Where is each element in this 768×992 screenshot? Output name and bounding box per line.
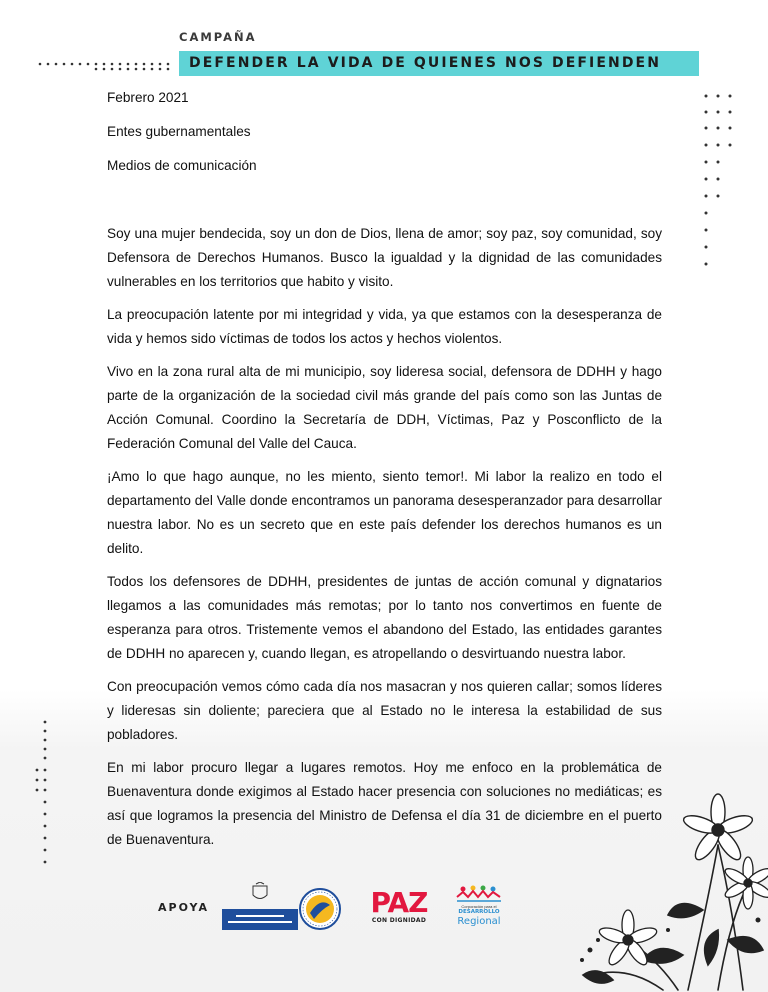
floral-illustration [568,790,768,992]
letter-recipient: Medios de comunicación [107,158,257,173]
regional-people-icon [455,885,503,903]
paz-con-dignidad-logo [364,886,434,924]
decorative-dots-vertical [33,718,53,868]
circular-emblem-logo [298,887,342,931]
paz-logo-word: PAZ [370,886,428,919]
letter-paragraph: ¡Amo lo que hago aunque, no les miento, siento temor!. Mi labor la realizo en todo el departamento del Valle donde encontramos un panorama desesperanzador para desarrollar nuestra labor. No es un secreto que en este país defender los derechos humanos es un delito. [107,469,662,556]
letter-paragraph: En mi labor procuro llegar a lugares remotos. Hoy me enfoco en la problemática de Buenaventura donde exigimos al Estado hacer presencia con soluciones no mediáticas; es así que logramos la presencia del Ministro de Defensa el día 31 de diciembre en el puerto de Buenaventura. [107,760,662,847]
letter-paragraph: Vivo en la zona rural alta de mi municipio, soy lideresa social, defensora de DDHH y hago parte de la organización de la sociedad civil más grande del país como son las Juntas de Acción Comunal. Coordino la Secretaría de DDH, Víctimas, Paz y Posconflicto de la Federación Comunal del Valle del Cauca. [107,364,662,451]
regional-logo-word: Regional [457,916,501,927]
letter-paragraph: La preocupación latente por mi integridad y vida, ya que estamos con la desesperanza de vida y hemos sido víctimas de todos los actos y hechos violentos. [107,307,662,346]
regional-logo-desarrollo: DESARROLLO [458,909,500,915]
desarrollo-regional-logo [450,885,508,927]
letter-paragraph: Todos los defensores de DDHH, presidentes de juntas de acción comunal y dignatarios llegamos a las comunidades más remotas; por lo tanto nos convertimos en fuente de esperanza para otros. Tristemente vemos el abandono del Estado, las entidades garantes de DDHH no aparecen y, cuando llegan, es atropellando o desvirtuando nuestra labor. [107,574,662,661]
letter-date: Febrero 2021 [107,90,189,105]
regional-logo-small-text: Corporación para el [461,904,497,909]
campaign-label: CAMPAÑA [179,30,257,44]
campaign-title-banner: DEFENDER LA VIDA DE QUIENES NOS DEFIENDEN [179,51,699,76]
letter-paragraph: Con preocupación vemos cómo cada día nos masacran y nos quieren callar; somos líderes y lideresas sin doliente; pareciera que al Estado no le interesa la estabilidad de sus pobladores. [107,679,662,742]
decorative-dots-horizontal [38,62,178,72]
letter-paragraph: Soy una mujer bendecida, soy un don de Dios, llena de amor; soy paz, soy comunidad, soy Defensora de Derechos Humanos. Busco la igualdad y la dignidad de las comunidades vulnerables en los territorios que habito y visito. [107,226,662,289]
decorative-dots-grid [702,90,738,270]
supporters-label: APOYA [158,901,209,914]
letter-body [107,86,662,861]
asturias-government-logo [222,882,298,932]
paz-logo-subtitle: CON DIGNIDAD [371,917,427,924]
letter-recipient: Entes gubernamentales [107,124,251,139]
